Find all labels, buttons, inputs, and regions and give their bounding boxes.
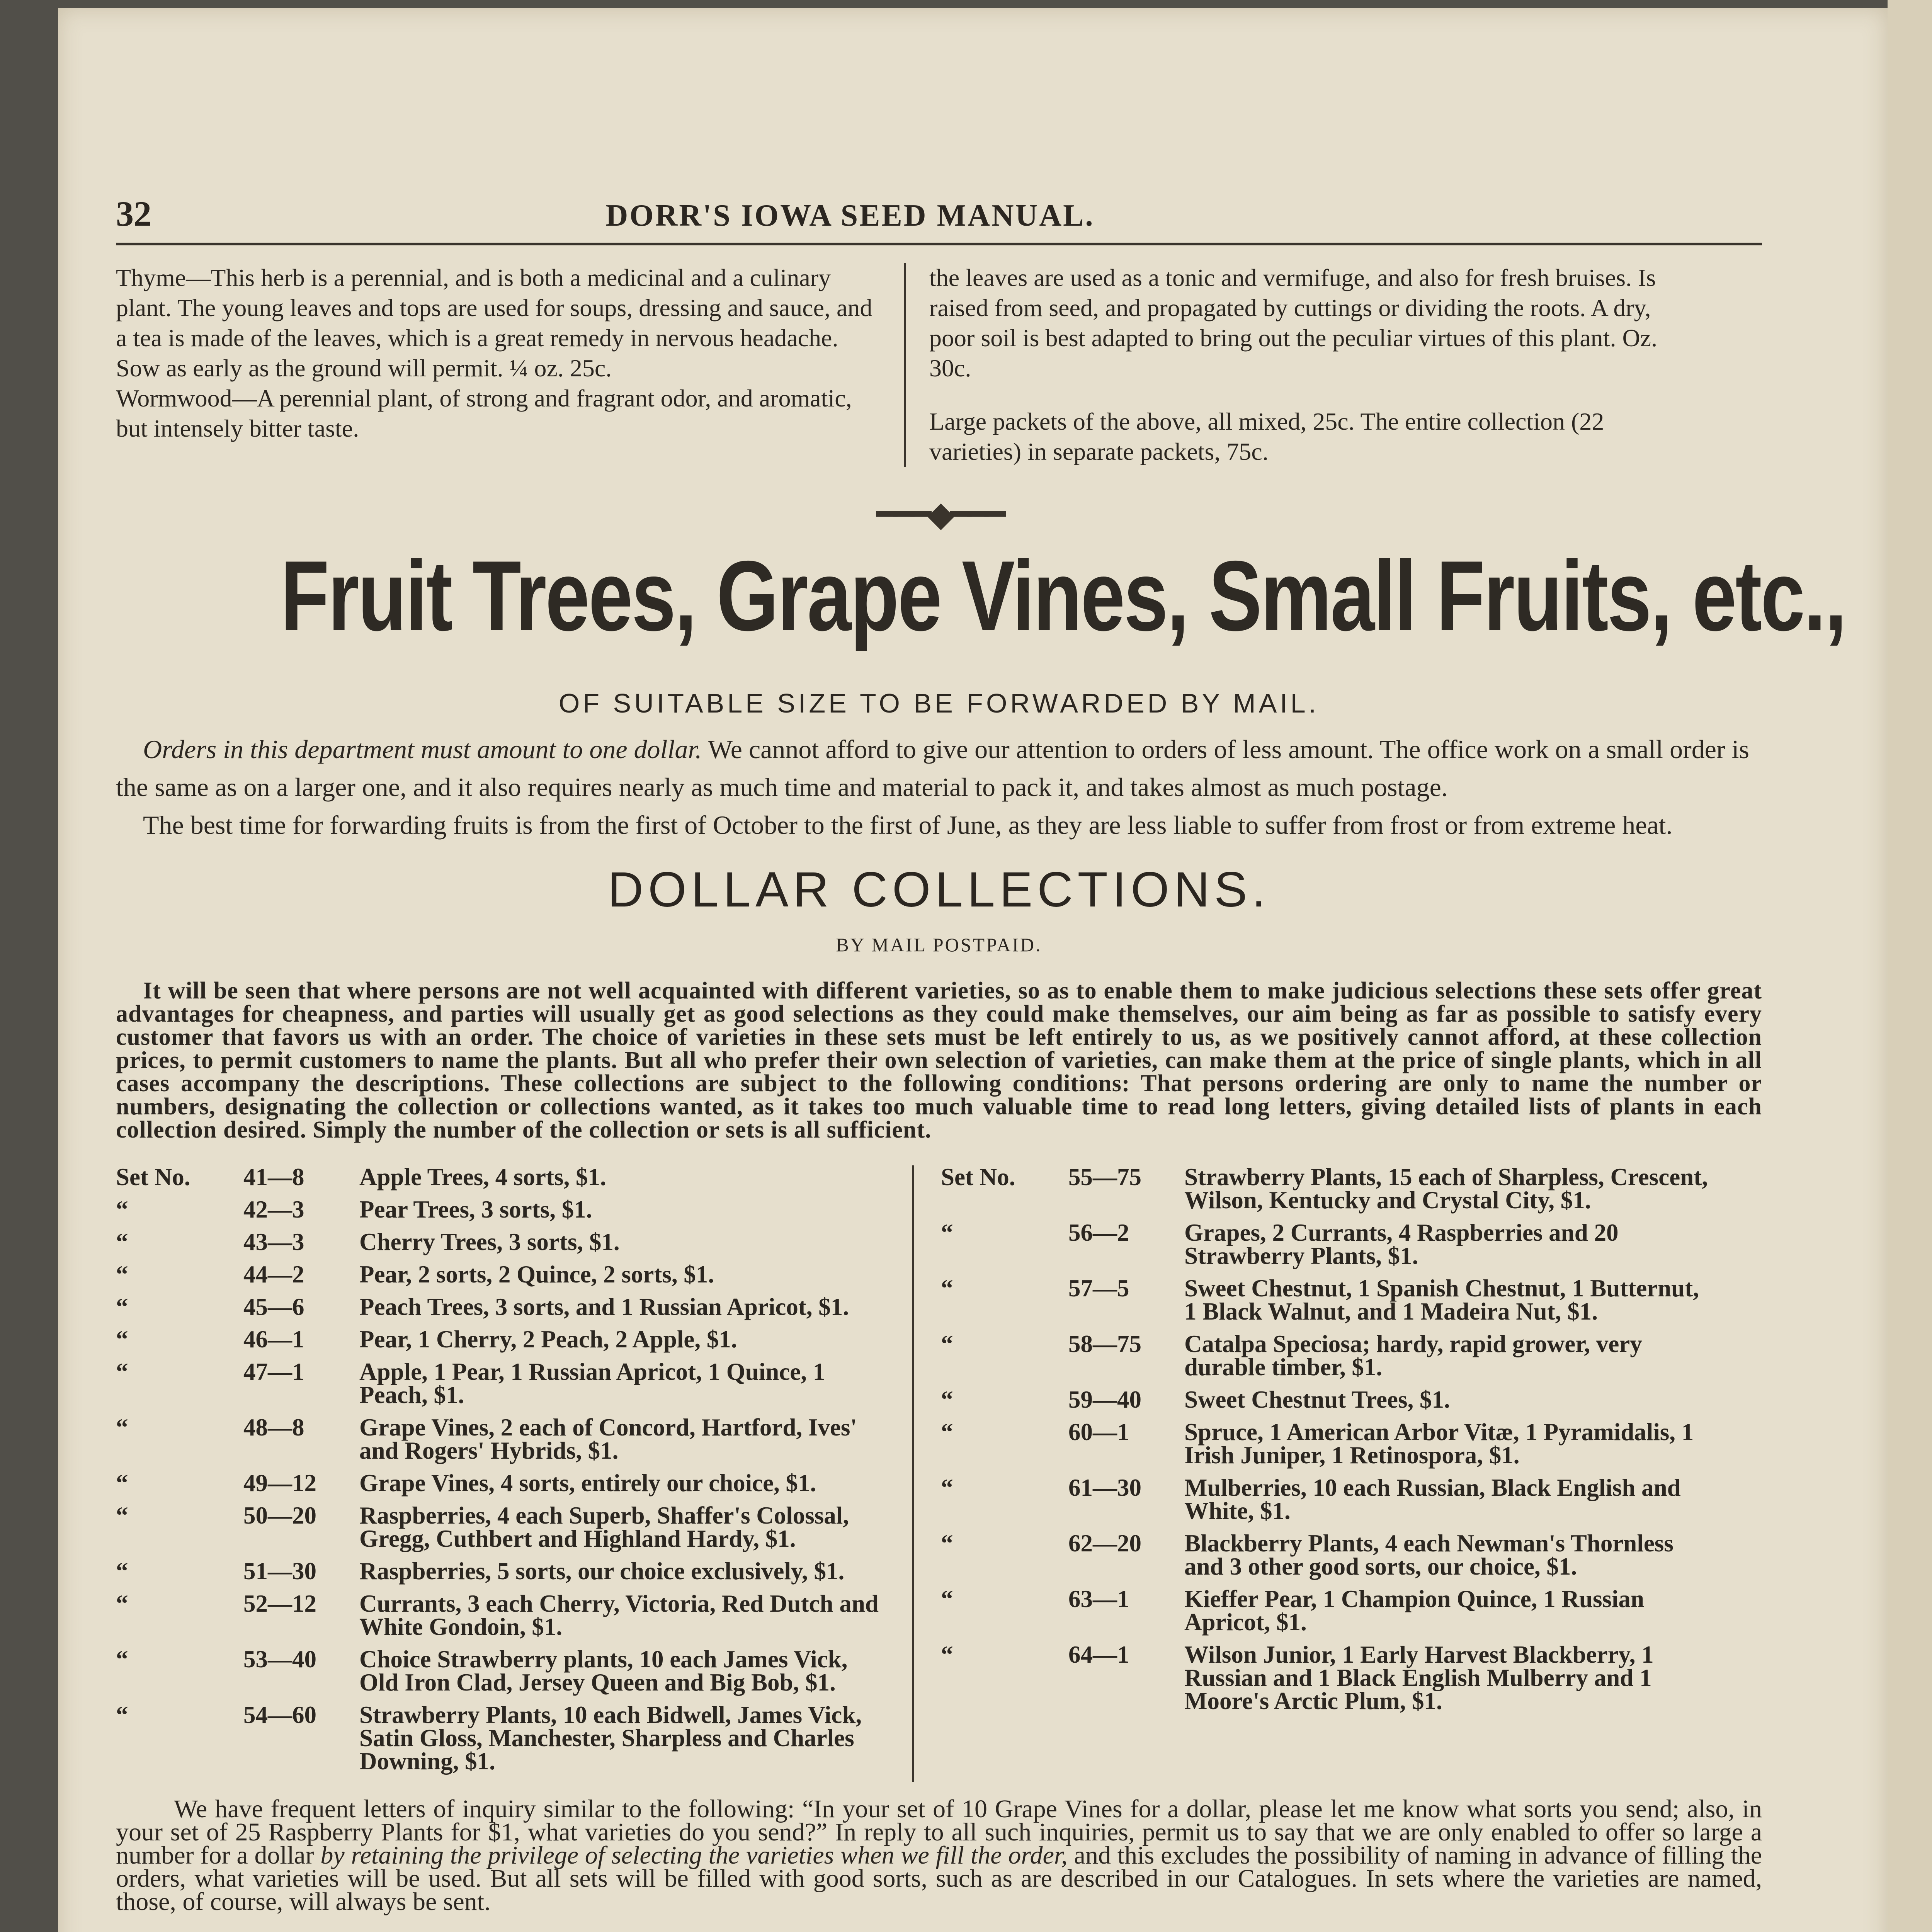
wormwood-entry: Wormwood—A perennial plant, of strong and fragrant odor, and aromatic, but intensely bitter taste. bbox=[116, 384, 852, 442]
set-prefix: “ bbox=[116, 1590, 128, 1617]
set-item bbox=[941, 1165, 1710, 1212]
set-prefix: “ bbox=[941, 1474, 953, 1501]
page-header bbox=[116, 193, 1762, 245]
set-prefix: “ bbox=[941, 1585, 953, 1612]
set-item bbox=[941, 1532, 1710, 1578]
set-item bbox=[116, 1703, 885, 1773]
set-prefix: “ bbox=[116, 1228, 128, 1255]
running-title: DORR'S IOWA SEED MANUAL. bbox=[605, 199, 1095, 233]
set-item bbox=[116, 1471, 885, 1495]
set-description: Strawberry Plants, 15 each of Sharpless, Crescent, Wilson, Kentucky and Crystal City, $1. bbox=[1184, 1163, 1708, 1214]
set-item bbox=[941, 1420, 1710, 1467]
set-number: 54—60 bbox=[243, 1701, 316, 1728]
set-number: 50—20 bbox=[243, 1502, 316, 1529]
set-description: Sweet Chestnut Trees, $1. bbox=[1184, 1386, 1450, 1413]
set-item bbox=[941, 1221, 1710, 1267]
set-item bbox=[116, 1504, 885, 1550]
set-number: 52—12 bbox=[243, 1590, 316, 1617]
set-prefix: “ bbox=[116, 1502, 128, 1529]
set-number: 41—8 bbox=[243, 1163, 304, 1190]
set-description: Sweet Chestnut, 1 Spanish Chestnut, 1 Butternut, 1 Black Walnut, and 1 Madeira Nut, $1. bbox=[1184, 1275, 1699, 1325]
set-item bbox=[116, 1198, 885, 1221]
set-prefix: “ bbox=[116, 1414, 128, 1441]
set-item bbox=[941, 1643, 1710, 1713]
set-item bbox=[116, 1560, 885, 1583]
set-item bbox=[116, 1295, 885, 1318]
set-prefix: “ bbox=[941, 1330, 953, 1357]
set-description: Cherry Trees, 3 sorts, $1. bbox=[359, 1228, 620, 1255]
set-number: 55—75 bbox=[1068, 1163, 1141, 1190]
set-description: Grapes, 2 Currants, 4 Raspberries and 20 Strawberry Plants, $1. bbox=[1184, 1219, 1619, 1269]
set-prefix: “ bbox=[941, 1418, 953, 1446]
set-description: Pear, 1 Cherry, 2 Peach, 2 Apple, $1. bbox=[359, 1326, 737, 1353]
set-prefix: “ bbox=[116, 1358, 128, 1385]
set-number: 51—30 bbox=[243, 1558, 316, 1585]
set-item bbox=[941, 1476, 1710, 1522]
best-time-paragraph: The best time for forwarding fruits is from the first of October to the first of June, as they are less liable to suffer from frost or from extreme heat. bbox=[143, 810, 1673, 840]
set-number: 57—5 bbox=[1068, 1275, 1129, 1302]
set-prefix: “ bbox=[116, 1326, 128, 1353]
dollar-collections-heading: DOLLAR COLLECTIONS. bbox=[607, 862, 1270, 917]
sets-column-left bbox=[116, 1165, 914, 1782]
set-description: Kieffer Pear, 1 Champion Quince, 1 Russian Apricot, $1. bbox=[1184, 1585, 1645, 1636]
set-item bbox=[116, 1360, 885, 1406]
set-number: 49—12 bbox=[243, 1469, 316, 1497]
set-description: Choice Strawberry plants, 10 each James Vick, Old Iron Clad, Jersey Queen and Big Bob, $1. bbox=[359, 1646, 848, 1696]
herb-columns bbox=[116, 263, 1762, 467]
herb-column-left bbox=[116, 263, 904, 467]
wormwood-continued: the leaves are used as a tonic and vermifuge, and also for fresh bruises. Is raised from seed, and propagated by cuttings or dividing the roots. A dry, poor soil is best adapted to bring out the peculiar virtues of this plant. Oz. 30c. bbox=[929, 264, 1658, 382]
set-prefix: “ bbox=[116, 1293, 128, 1320]
collections-intro: It will be seen that where persons are not well acquainted with different varieties, so as to enable them to make judicious selections these sets offer great advantages for cheapness, and parties will usually get as good selections as they could make themselves, our aim being as far as possible to satisfy every customer that favors us with an order. The choice of varieties in these sets must be left entirely to us, as we positively cannot afford, at these collection prices, to permit customers to name the plants. But all who prefer their own selection of varieties, can make them at the price of single plants, which in all cases accompany the descriptions. These collections are subject to the following conditions: That persons ordering are only to name the number or numbers, designating the collection or collections wanted, as it takes too much valuable time to read long letters, giving detailed lists of plants in each collection desired. Simply the number of the collection or sets is all sufficient. bbox=[116, 978, 1762, 1143]
set-item bbox=[941, 1587, 1710, 1634]
set-description: Wilson Junior, 1 Early Harvest Blackberry, 1 Russian and 1 Black English Mulberry and 1 Moore's Arctic Plum, $1. bbox=[1184, 1641, 1654, 1714]
set-item bbox=[116, 1165, 885, 1189]
set-number: 62—20 bbox=[1068, 1530, 1141, 1557]
section-subtitle: OF SUITABLE SIZE TO BE FORWARDED BY MAIL. bbox=[558, 688, 1320, 718]
orders-italic: Orders in this department must amount to one dollar. bbox=[143, 735, 702, 764]
set-item bbox=[116, 1416, 885, 1462]
set-description: Pear Trees, 3 sorts, $1. bbox=[359, 1196, 592, 1223]
set-number: 58—75 bbox=[1068, 1330, 1141, 1357]
set-item bbox=[116, 1328, 885, 1351]
set-prefix: “ bbox=[116, 1701, 128, 1728]
set-item bbox=[116, 1263, 885, 1286]
set-number: 60—1 bbox=[1068, 1418, 1129, 1446]
set-number: 56—2 bbox=[1068, 1219, 1129, 1246]
set-prefix: “ bbox=[941, 1530, 953, 1557]
set-prefix: “ bbox=[116, 1261, 128, 1288]
set-prefix: “ bbox=[941, 1275, 953, 1302]
inquiry-part2: and this excludes the possibility of naming in advance of filling the orders, what varieties will be used. But all sets will be filled with good sorts, such as are described in our Catalogues. In sets where the varieties are named, those, of course, will always be sent. bbox=[116, 1841, 1762, 1916]
set-prefix: Set No. bbox=[941, 1163, 1015, 1190]
inquiry-italic: by retaining the privilege of selecting the varieties when we fill the order, bbox=[320, 1841, 1068, 1869]
set-number: 47—1 bbox=[243, 1358, 304, 1385]
thyme-entry: Thyme—This herb is a perennial, and is both a medicinal and a culinary plant. The young leaves and tops are used for soups, dressing and sauce, and a tea is made of the leaves, which is a great remedy in nervous headache. Sow as early as the ground will permit. ¼ oz. 25c. bbox=[116, 264, 872, 382]
set-prefix: “ bbox=[116, 1558, 128, 1585]
set-item bbox=[941, 1332, 1710, 1379]
set-description: Peach Trees, 3 sorts, and 1 Russian Apricot, $1. bbox=[359, 1293, 849, 1320]
set-description: Spruce, 1 American Arbor Vitæ, 1 Pyramidalis, 1 Irish Juniper, 1 Retinospora, $1. bbox=[1184, 1418, 1694, 1469]
set-number: 59—40 bbox=[1068, 1386, 1141, 1413]
set-item bbox=[116, 1648, 885, 1694]
herb-column-right bbox=[904, 263, 1694, 467]
by-mail-postpaid: BY MAIL POSTPAID. bbox=[836, 934, 1042, 956]
set-description: Currants, 3 each Cherry, Victoria, Red Dutch and White Gondoin, $1. bbox=[359, 1590, 879, 1640]
set-number: 44—2 bbox=[243, 1261, 304, 1288]
set-number: 42—3 bbox=[243, 1196, 304, 1223]
sets-column-right bbox=[914, 1165, 1710, 1782]
set-description: Catalpa Speciosa; hardy, rapid grower, very durable timber, $1. bbox=[1184, 1330, 1642, 1381]
set-number: 63—1 bbox=[1068, 1585, 1129, 1612]
set-item bbox=[941, 1277, 1710, 1323]
set-prefix: “ bbox=[941, 1641, 953, 1668]
sets-list bbox=[116, 1165, 1762, 1782]
set-number: 45—6 bbox=[243, 1293, 304, 1320]
set-description: Pear, 2 sorts, 2 Quince, 2 sorts, $1. bbox=[359, 1261, 714, 1288]
set-number: 53—40 bbox=[243, 1646, 316, 1673]
page-number: 32 bbox=[116, 194, 151, 233]
set-prefix: “ bbox=[116, 1646, 128, 1673]
set-prefix: “ bbox=[116, 1469, 128, 1497]
set-description: Raspberries, 4 each Superb, Shaffer's Colossal, Gregg, Cuthbert and Highland Hardy, $1. bbox=[359, 1502, 849, 1552]
set-description: Strawberry Plants, 10 each Bidwell, James Vick, Satin Gloss, Manchester, Sharpless and Charles Downing, $1. bbox=[359, 1701, 862, 1775]
set-number: 64—1 bbox=[1068, 1641, 1129, 1668]
set-prefix: Set No. bbox=[116, 1163, 190, 1190]
inquiry-part1: We have frequent letters of inquiry similar to the following: “In your set of 10 Grape Vines for a dollar, please let me know what sorts you send; also, in your set of 25 Raspberry Plants for $1, what varieties do you send?” In reply to all such inquiries, permit us to say that we are only enabled to offer so large a number for a dollar bbox=[116, 1795, 1762, 1869]
set-item bbox=[116, 1592, 885, 1638]
set-item bbox=[116, 1230, 885, 1253]
inquiry-paragraph bbox=[116, 1795, 1762, 1916]
orders-rest: We cannot afford to give our attention to orders of less amount. The office work on a small order is the same as on a larger one, and it also requires nearly as much time and material to pack it, and takes almost as much postage. bbox=[116, 735, 1749, 802]
page-content bbox=[116, 193, 1846, 1932]
set-prefix: “ bbox=[116, 1196, 128, 1223]
section-title: Fruit Trees, Grape Vines, Small Fruits, etc., bbox=[281, 540, 1846, 651]
set-description: Apple, 1 Pear, 1 Russian Apricot, 1 Quince, 1 Peach, $1. bbox=[359, 1358, 825, 1408]
page-edge bbox=[1888, 0, 1932, 1932]
set-description: Mulberries, 10 each Russian, Black English and White, $1. bbox=[1184, 1474, 1681, 1524]
set-description: Raspberries, 5 sorts, our choice exclusively, $1. bbox=[359, 1558, 845, 1585]
set-description: Apple Trees, 4 sorts, $1. bbox=[359, 1163, 606, 1190]
section-divider-ornament: ━━━◆━━━ bbox=[876, 495, 1002, 534]
set-description: Grape Vines, 2 each of Concord, Hartford, Ives' and Rogers' Hybrids, $1. bbox=[359, 1414, 857, 1464]
set-number: 61—30 bbox=[1068, 1474, 1141, 1501]
orders-paragraph bbox=[116, 730, 1762, 806]
set-number: 43—3 bbox=[243, 1228, 304, 1255]
set-item bbox=[941, 1388, 1710, 1411]
set-prefix: “ bbox=[941, 1219, 953, 1246]
set-prefix: “ bbox=[941, 1386, 953, 1413]
set-number: 46—1 bbox=[243, 1326, 304, 1353]
large-packets-note: Large packets of the above, all mixed, 25c. The entire collection (22 varieties) in separate packets, 75c. bbox=[929, 408, 1604, 465]
set-description: Blackberry Plants, 4 each Newman's Thornless and 3 other good sorts, our choice, $1. bbox=[1184, 1530, 1673, 1580]
set-number: 48—8 bbox=[243, 1414, 304, 1441]
set-description: Grape Vines, 4 sorts, entirely our choice, $1. bbox=[359, 1469, 816, 1497]
